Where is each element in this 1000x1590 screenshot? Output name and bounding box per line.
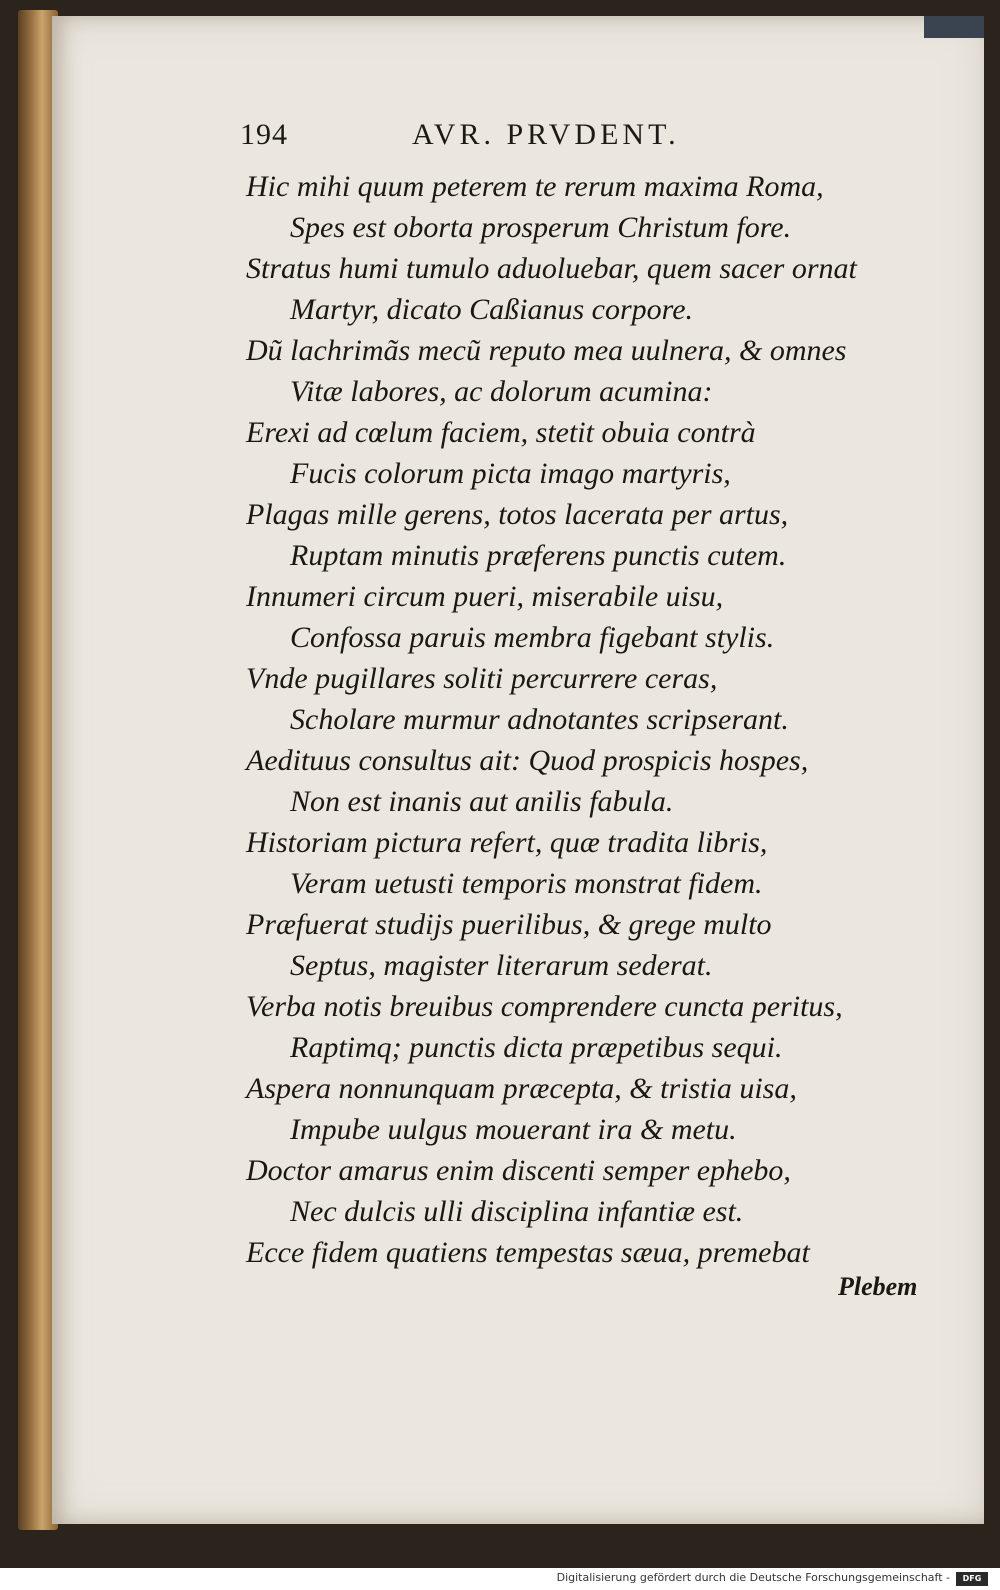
verse-line: Hic mihi quum peterem te rerum maxima Roma, [246, 170, 824, 203]
verse-line: Erexi ad cœlum faciem, stetit obuia contrà [246, 416, 756, 449]
verse-line: Spes est oborta prosperum Christum fore. [290, 211, 792, 244]
verse-line: Vnde pugillares soliti percurrere ceras, [246, 662, 718, 695]
verse-line: Aspera nonnunquam præcepta, & tristia uisa, [246, 1072, 797, 1105]
verse-line: Dũ lachrimãs mecũ reputo mea uulnera, & omnes [246, 334, 847, 367]
verse-line: Raptimq; punctis dicta præpetibus sequi. [290, 1031, 783, 1064]
verse-block [246, 166, 946, 1273]
verse-line: Fucis colorum picta imago martyris, [290, 457, 731, 490]
verse-line: Non est inanis aut anilis fabula. [290, 785, 674, 818]
scan-corner [924, 16, 984, 38]
verse-line: Ecce fidem quatiens tempestas sæua, premebat [246, 1236, 810, 1269]
verse-line: Stratus humi tumulo aduoluebar, quem sacer ornat [246, 252, 857, 285]
verse-line: Ruptam minutis præferens punctis cutem. [290, 539, 787, 572]
verse-line: Vitæ labores, ac dolorum acumina: [290, 375, 713, 408]
page-number: 194 [240, 118, 288, 151]
verse-line: Confossa paruis membra figebant stylis. [290, 621, 775, 654]
digitization-footer [0, 1568, 1000, 1590]
verse-line: Innumeri circum pueri, miserabile uisu, [246, 580, 724, 613]
verse-line: Septus, magister literarum sederat. [290, 949, 713, 982]
verse-line: Scholare murmur adnotantes scripserant. [290, 703, 789, 736]
verse-line: Aedituus consultus ait: Quod prospicis hospes, [246, 744, 809, 777]
verse-line: Plagas mille gerens, totos lacerata per artus, [246, 498, 789, 531]
verse-line: Nec dulcis ulli disciplina infantiæ est. [290, 1195, 744, 1228]
running-title: AVR. PRVDENT. [412, 118, 680, 151]
dfg-logo-icon: DFG [956, 1572, 988, 1586]
verse-line: Martyr, dicato Caßianus corpore. [290, 293, 694, 326]
verse-line: Doctor amarus enim discenti semper ephebo, [246, 1154, 791, 1187]
verse-line: Veram uetusti temporis monstrat fidem. [290, 867, 763, 900]
verse-line: Verba notis breuibus comprendere cuncta peritus, [246, 990, 843, 1023]
funding-credit: Digitalisierung gefördert durch die Deutsche Forschungsgemeinschaft - [556, 1571, 950, 1584]
verse-line: Præfuerat studijs puerilibus, & grege multo [246, 908, 772, 941]
page-header [240, 118, 840, 162]
verse-line: Historiam pictura refert, quæ tradita libris, [246, 826, 768, 859]
verse-line: Impube uulgus mouerant ira & metu. [290, 1113, 737, 1146]
catchword: Plebem [838, 1272, 918, 1301]
